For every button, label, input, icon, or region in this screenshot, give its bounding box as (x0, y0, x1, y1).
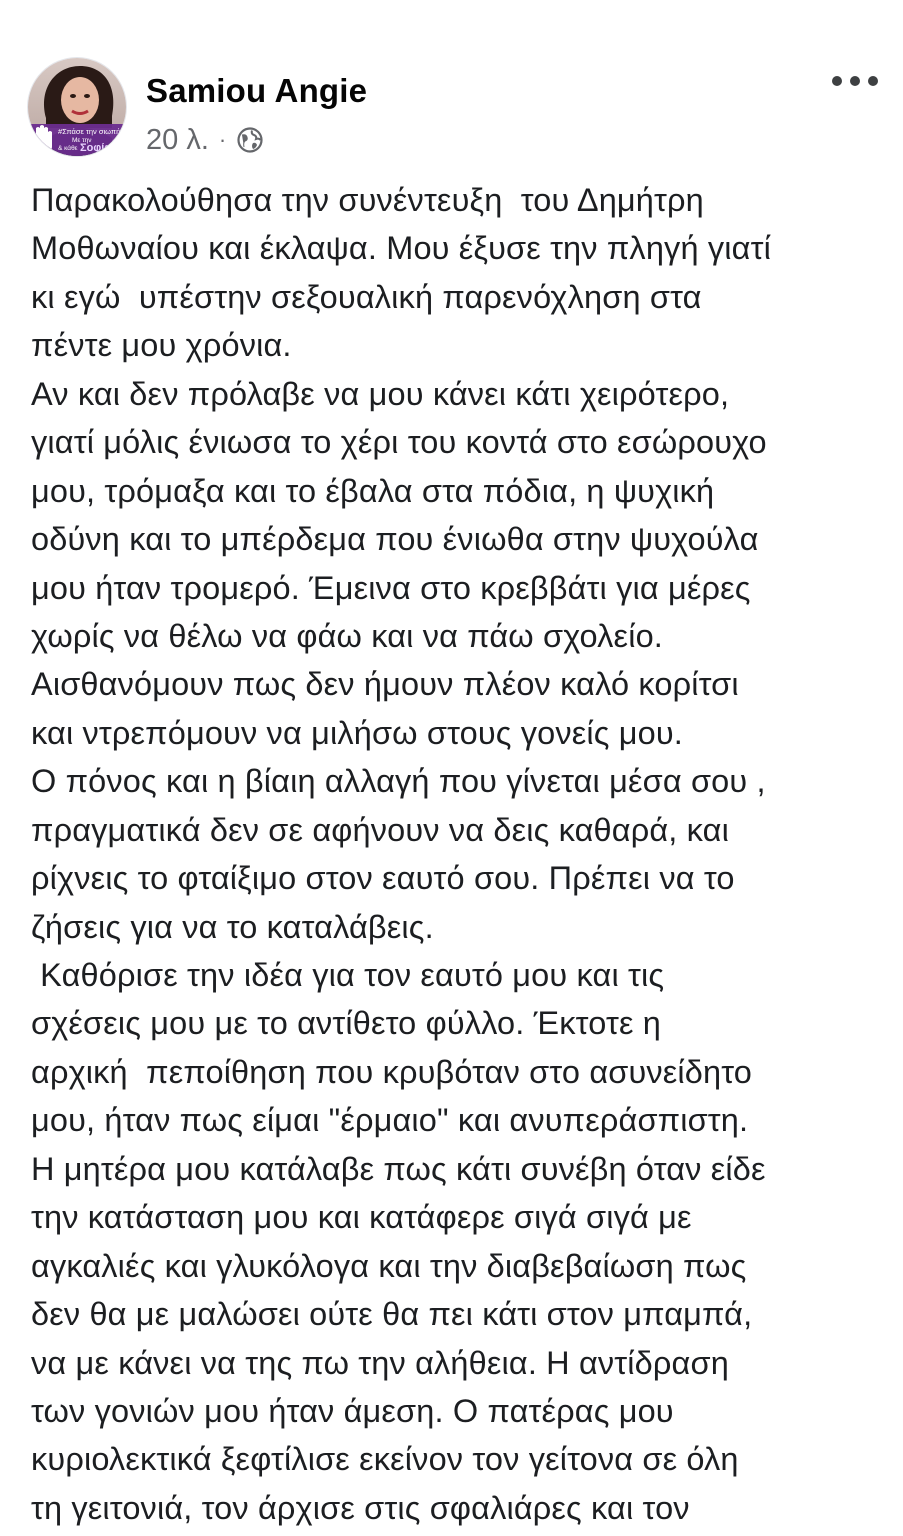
post-text-line: οδύνη και το μπέρδεμα που ένιωθα στην ψυχούλα (31, 521, 759, 558)
post-text-line: Καθόρισε την ιδέα για τον εαυτό μου και τις (31, 957, 665, 993)
post-text-line: χωρίς να θέλω να φάω και να πάω σχολείο. (31, 617, 663, 654)
post-text-line: να με κάνει να της πω την αλήθεια. Η αντίδραση (31, 1344, 729, 1381)
post-meta (146, 121, 264, 159)
post-text-line: τη γειτονιά, τον άρχισε στις σφαλιάρες και τον (31, 1489, 690, 1526)
post-text-line: σχέσεις μου με το αντίθετο φύλλο. Έκτοτε η (31, 1005, 661, 1042)
more-dot (868, 76, 878, 86)
post-text-line: μου ήταν τρομερό. Έμεινα στο κρεββάτι για μέρες (31, 569, 751, 606)
badge-line3: & κάθε (58, 145, 78, 152)
post-text-line: αγκαλιές και γλυκόλογα και την διαβεβαίωση πως (31, 1247, 747, 1284)
post-text-line: Ο πόνος και η βίαιη αλλαγή που γίνεται μέσα σου , (31, 763, 766, 800)
post-text-line: μου, τρόμαξα και το έβαλα στα πόδια, η ψυχική (31, 472, 715, 509)
badge-line4: Σοφία (80, 142, 112, 154)
post-text-line: δεν θα με μαλώσει ούτε θα πει κάτι στον μπαμπά, (31, 1296, 753, 1333)
post-header (0, 0, 903, 170)
post-text-line: κι εγώ υπέστην σεξουαλική παρενόχληση στα (31, 278, 702, 315)
post-time[interactable]: 20 λ. (146, 123, 209, 156)
post-text-line: Αισθανόμουν πως δεν ήμουν πλέον καλό κορίτσι (31, 666, 739, 703)
post-text-line: των γονιών μου ήταν άμεση. Ο πατέρας μου (31, 1392, 674, 1429)
more-dot (850, 76, 860, 86)
post-text-line: μου, ήταν πως είμαι "έρμαιο" και ανυπεράσπιστη. (31, 1102, 749, 1139)
more-horizontal-icon (832, 76, 842, 86)
post-text (31, 176, 891, 1532)
post-text-line: κυριολεκτικά ξεφτίλισε εκείνον τον γείτονα σε όλη (31, 1441, 739, 1478)
badge-line2: Με την (72, 137, 92, 144)
post-text-line: Αν και δεν πρόλαβε να μου κάνει κάτι χειρότερο, (31, 375, 730, 412)
author-name[interactable]: Samiou Angie (146, 72, 368, 109)
avatar-image (28, 58, 126, 156)
post-text-line: Παρακολούθησα την συνέντευξη του Δημήτρη (31, 182, 704, 218)
post-text-line: την κατάσταση μου και κατάφερε σιγά σιγά με (31, 1199, 692, 1236)
post-text-line: ρίχνεις το φταίξιμο στον εαυτό σου. Πρέπει να το (31, 860, 735, 897)
post-text-line: γιατί μόλις ένιωσα το χέρι του κοντά στο εσώρουχο (31, 424, 767, 461)
post-text-line: ζήσεις για να το καταλάβεις. (31, 908, 434, 945)
post-text-line: πέντε μου χρόνια. (31, 327, 292, 364)
post-text-line: Μοθωναίου και έκλαψα. Μου έξυσε την πληγή γιατί (31, 230, 771, 267)
badge-line1: #Σπάσε την σιωπή (58, 127, 121, 136)
more-options-button[interactable] (832, 66, 878, 96)
post-text-line: πραγματικά δεν σε αφήνουν να δεις καθαρά, και (31, 811, 729, 848)
meta-separator: · (218, 127, 227, 152)
post-text-line: Η μητέρα μου κατάλαβε πως κάτι συνέβη όταν είδε (31, 1150, 766, 1187)
author-avatar[interactable] (28, 58, 126, 156)
post-text-line: και ντρεπόμουν να μιλήσω στους γονείς μου. (31, 714, 683, 751)
post-text-line: αρχική πεποίθηση που κρυβόταν στο ασυνείδητο (31, 1053, 753, 1090)
globe-icon[interactable] (236, 126, 264, 154)
